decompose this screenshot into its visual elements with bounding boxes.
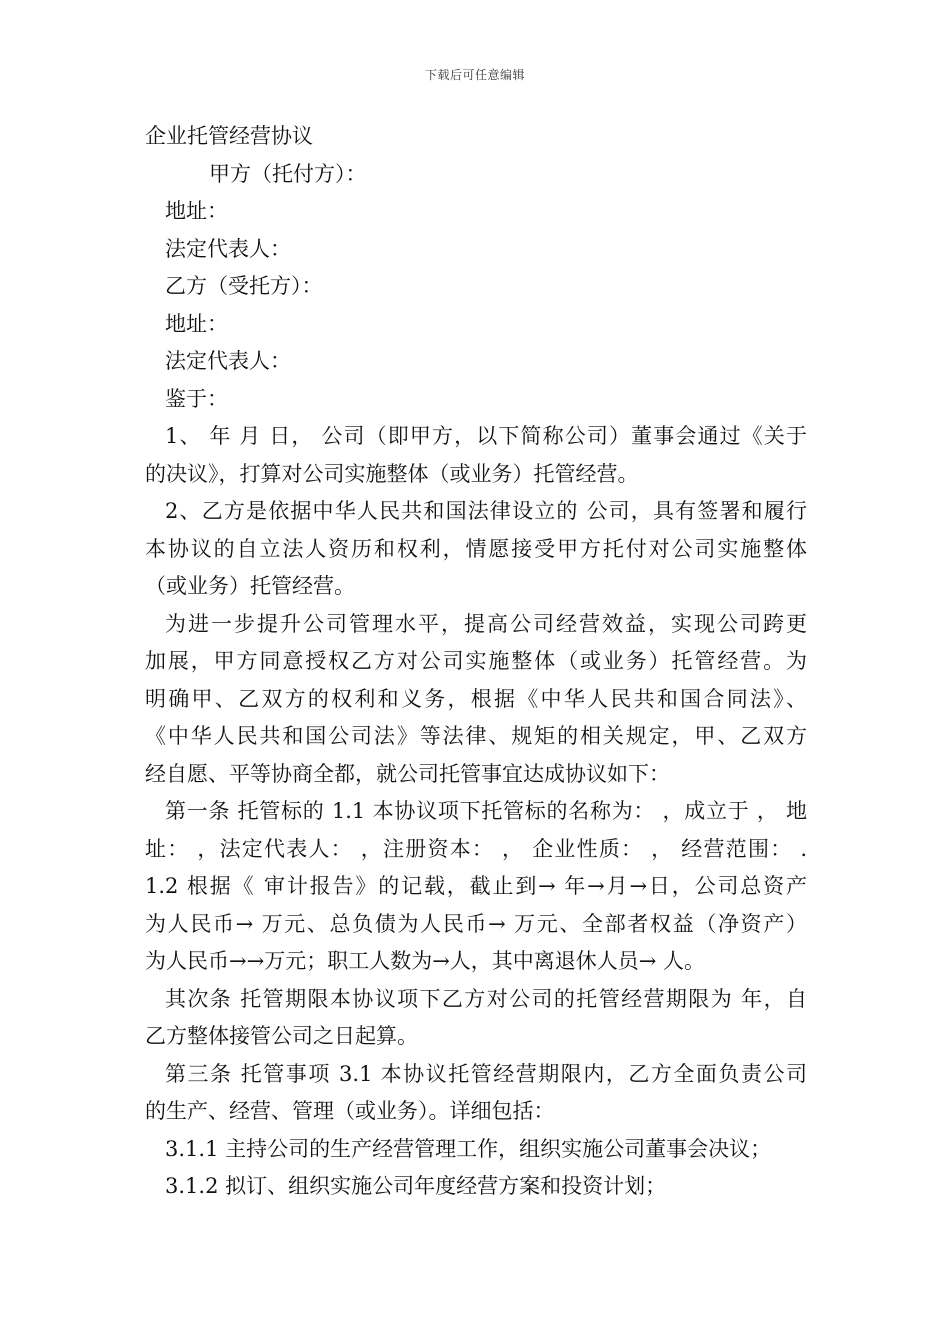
- paragraph-line: 经自愿、平等协商全都，就公司托管事宜达成协议如下：: [145, 761, 670, 786]
- paragraph-line: 为人民币→→万元；职工人数为→人，其中离退休人员→ 人。: [145, 949, 706, 973]
- party-b-representative: 法定代表人：: [165, 349, 291, 373]
- paragraph-line: 3.1.1 主持公司的生产经营管理工作，组织实施公司董事会决议；: [165, 1136, 772, 1161]
- party-a-address: 地址：: [165, 199, 228, 223]
- paragraph-line: 《中华人民共和国公司法》等法律、规矩的相关规定，甲、乙双方: [145, 724, 807, 748]
- paragraph-line: 3.1.2 拟订、组织实施公司年度经营方案和投资计划；: [165, 1174, 667, 1198]
- document-body: [145, 118, 807, 1206]
- paragraph-line: 为人民币→ 万元、总负债为人民币→ 万元、全部者权益（净资产）: [145, 911, 807, 936]
- paragraph-line: 其次条 托管期限本协议项下乙方对公司的托管经营期限为 年，自: [165, 986, 807, 1011]
- header-note: 下载后可任意编辑: [424, 68, 525, 82]
- paragraph-line: 第三条 托管事项 3.1 本协议托管经营期限内，乙方全面负责公司: [165, 1061, 807, 1086]
- paragraph-line: 1.2 根据《 审计报告》的记载，截止到→ 年→月→日，公司总资产: [145, 874, 807, 898]
- paragraph-line: （或业务）托管经营。: [145, 574, 355, 598]
- party-b-label: 乙方（受托方）：: [165, 274, 323, 298]
- paragraph-line: 加展，甲方同意授权乙方对公司实施整体（或业务）托管经营。为: [145, 649, 807, 673]
- party-a-representative: 法定代表人：: [165, 236, 291, 261]
- paragraph-line: 明确甲、乙双方的权利和义务，根据《中华人民共和国合同法》、: [145, 686, 807, 711]
- party-b-address: 地址：: [165, 311, 228, 336]
- paragraph-line: 乙方整体接管公司之日起算。: [145, 1024, 418, 1048]
- paragraph-line: 2、乙方是依据中华人民共和国法律设立的 公司，具有签署和履行: [165, 499, 807, 523]
- party-a-label: 甲方（托付方）：: [209, 161, 367, 186]
- document-title: 企业托管经营协议: [145, 124, 313, 148]
- paragraph-line: 的生产、经营、管理（或业务）。详细包括：: [145, 1099, 555, 1123]
- paragraph-line: 址： ，法定代表人： ，注册资本： ， 企业性质： ， 经营范围： .: [145, 836, 807, 861]
- paragraph-line: 本协议的自立法人资历和权利，情愿接受甲方托付对公司实施整体: [145, 536, 807, 561]
- paragraph-line: 为进一步提升公司管理水平，提高公司经营效益，实现公司跨更: [165, 611, 807, 636]
- paragraph-line: 1、 年 月 日， 公司（即甲方，以下简称公司）董事会通过《关于: [165, 424, 807, 448]
- paragraph-line: 的决议》，打算对公司实施整体（或业务）托管经营。: [145, 461, 639, 486]
- whereas-label: 鉴于：: [165, 386, 228, 411]
- paragraph-line: 第一条 托管标的 1.1 本协议项下托管标的名称为： ，成立于 ， 地: [165, 799, 807, 823]
